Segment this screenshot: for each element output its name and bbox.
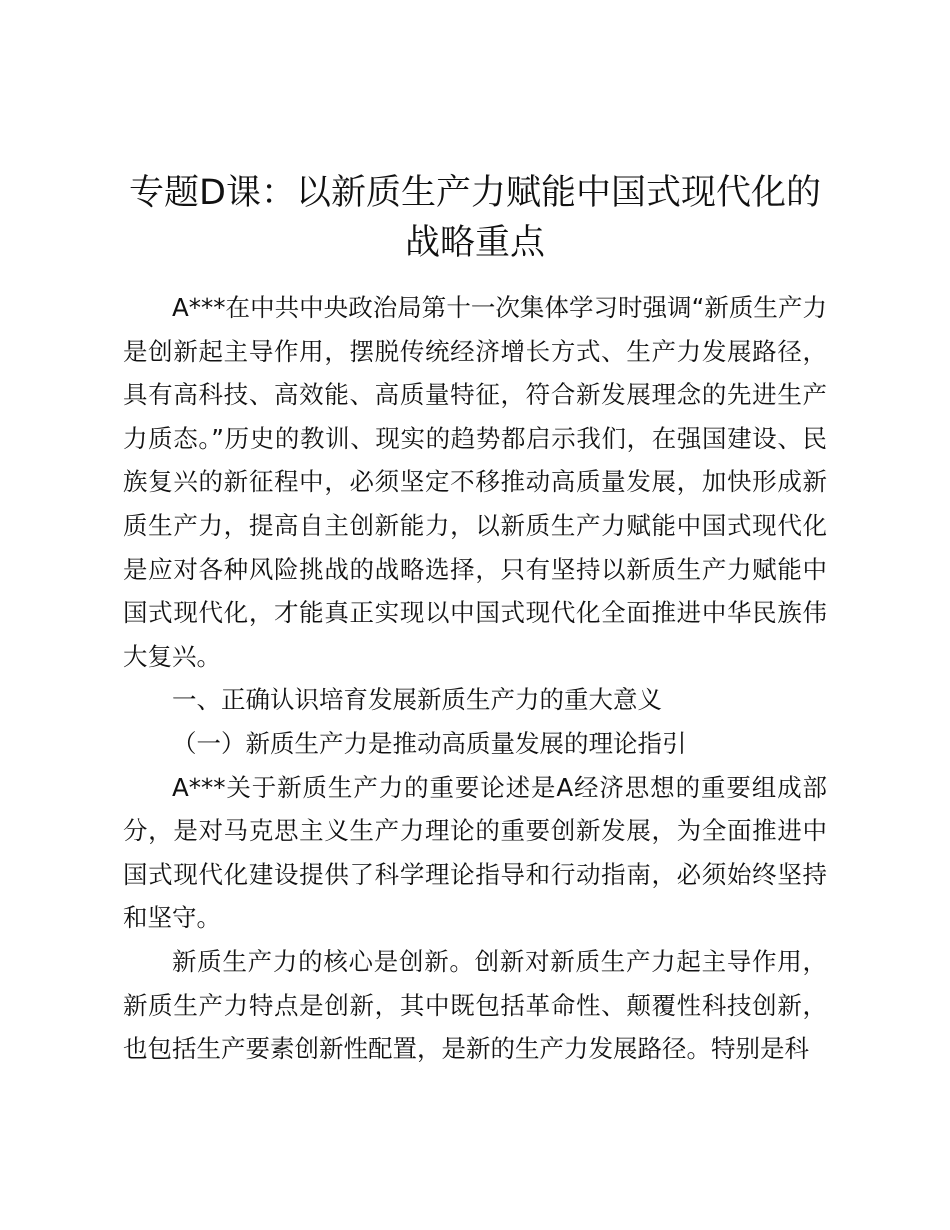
body-paragraph: 新质生产力的核心是创新。创新对新质生产力起主导作用，新质生产力特点是创新，其中既包括革命性、颠覆性科技创新，也包括生产要素创新性配置，是新的生产力发展路径。特别是科: [123, 946, 827, 1064]
page-title: [110, 168, 840, 268]
intro-paragraph: A***在中共中央政治局第十一次集体学习时强调“新质生产力是创新起主导作用，摆脱传统经济增长方式、生产力发展路径，具有高科技、高效能、高质量特征，符合新发展理念的先进生产力质态。”历史的教训、现实的趋势都启示我们，在强国建设、民族复兴的新征程中，必须坚定不移推动高质量发展，加快形成新质生产力，提高自主创新能力，以新质生产力赋能中国式现代化是应对各种风险挑战的战略选择，只有坚持以新质生产力赋能中国式现代化，才能真正实现以中国式现代化全面推进中华民族伟大复兴。: [123, 293, 827, 671]
title-line-1: 专题D课：以新质生产力赋能中国式现代化的: [129, 173, 821, 213]
title-line-2: 战略重点: [404, 223, 545, 263]
subsection-heading-1: （一）新质生产力是推动高质量发展的理论指引: [172, 728, 687, 758]
section-heading-1: 一、正确认识培育发展新质生产力的重大意义: [172, 685, 662, 715]
document-body: [123, 286, 827, 1071]
body-paragraph: A***关于新质生产力的重要论述是A经济思想的重要组成部分，是对马克思主义生产力理论的重要创新发展，为全面推进中国式现代化建设提供了科学理论指导和行动指南，必须始终坚持和坚守。: [123, 772, 827, 933]
